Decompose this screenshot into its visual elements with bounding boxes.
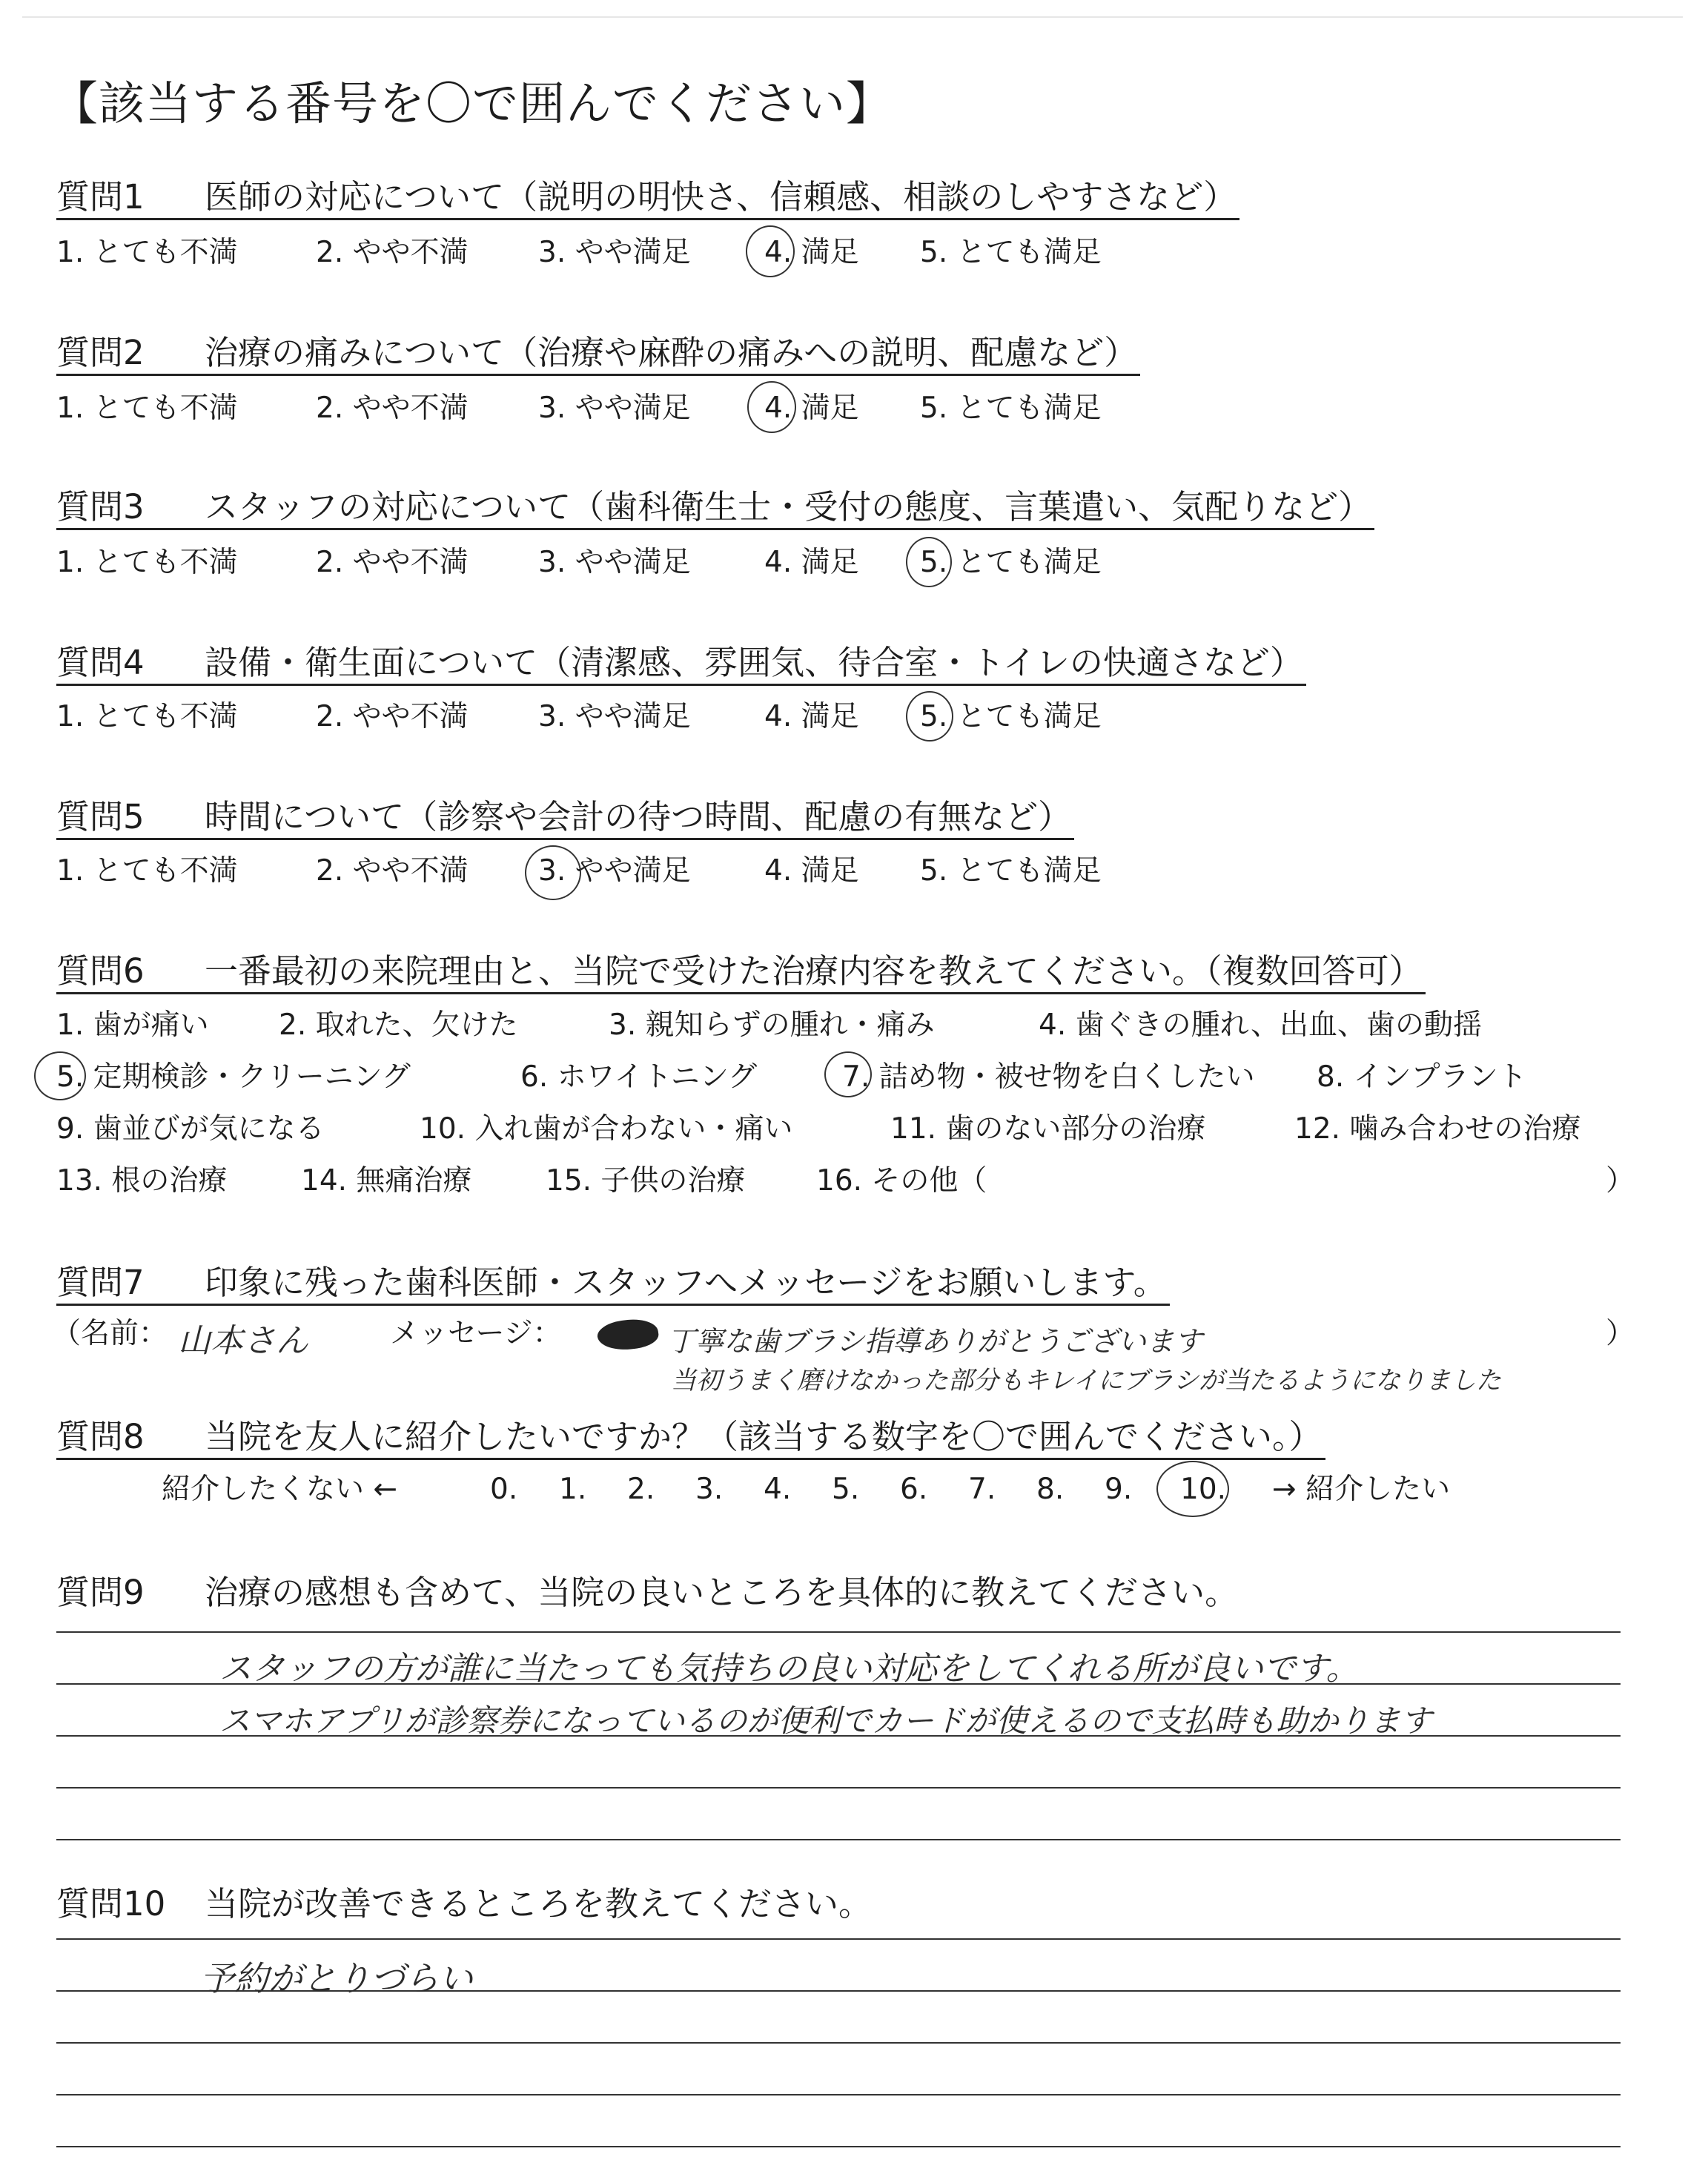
question-9 (56, 1572, 1238, 1614)
q8-scale-6[interactable]: 6. (900, 1473, 928, 1506)
question-number: 質問9 (56, 1573, 145, 1612)
q2-option-2[interactable]: 2. やや不満 (316, 392, 469, 425)
q10-answer-line-4 (56, 2094, 1621, 2095)
q8-scale-4[interactable]: 4. (764, 1473, 792, 1506)
question-4 (56, 642, 1306, 686)
q5-option-2[interactable]: 2. やや不満 (316, 854, 469, 888)
q6-option-10[interactable]: 10. 入れ歯が合わない・痛い (420, 1112, 793, 1146)
q6-option-12[interactable]: 12. 噛み合わせの治療 (1294, 1112, 1581, 1146)
survey-heading: 【該当する番号を〇で囲んでください】 (52, 76, 893, 131)
question-number: 質問1 (56, 177, 145, 217)
q4-option-1[interactable]: 1. とても不満 (56, 700, 238, 733)
question-1 (56, 176, 1239, 220)
q3-option-4[interactable]: 4. 満足 (764, 546, 859, 579)
q2-selected-circle (747, 381, 796, 433)
q2-option-3[interactable]: 3. やや満足 (538, 392, 691, 425)
question-text: 印象に残った歯科医師・スタッフへメッセージをお願いします。 (205, 1263, 1167, 1302)
q8-scale-7[interactable]: 7. (968, 1473, 996, 1506)
question-5 (56, 796, 1074, 840)
q8-right-label: → 紹介したい (1272, 1473, 1451, 1506)
q10-answer-handwritten-1: 予約がとりづらい (200, 1958, 473, 1998)
q8-scale-1[interactable]: 1. (559, 1473, 587, 1506)
q4-option-2[interactable]: 2. やや不満 (316, 700, 469, 733)
question-7 (56, 1262, 1170, 1306)
question-text: 当院が改善できるところを教えてください。 (205, 1884, 873, 1923)
q1-option-1[interactable]: 1. とても不満 (56, 236, 238, 269)
question-number: 質問4 (56, 643, 145, 682)
question-text: 設備・衛生面について（清潔感、雰囲気、待合室・トイレの快適さなど） (205, 643, 1303, 682)
question-number: 質問7 (56, 1263, 145, 1302)
q6-option-9[interactable]: 9. 歯並びが気になる (56, 1112, 325, 1146)
question-number: 質問6 (56, 951, 145, 991)
q9-answer-handwritten-1: スタッフの方が誰に当たっても気持ちの良い対応をしてくれる所が良いです。 (219, 1650, 1359, 1688)
q3-option-1[interactable]: 1. とても不満 (56, 546, 238, 579)
question-text: 治療の痛みについて（治療や麻酔の痛みへの説明、配慮など） (205, 333, 1138, 372)
q1-option-3[interactable]: 3. やや満足 (538, 236, 691, 269)
question-10 (56, 1883, 872, 1925)
question-text: スタッフの対応について（歯科衛生士・受付の態度、言葉遣い、気配りなど） (205, 487, 1372, 526)
q3-selected-circle (906, 537, 952, 587)
question-text: 医師の対応について（説明の明快さ、信頼感、相談のしやすさなど） (205, 177, 1237, 217)
q7-name-handwritten: 山本さん (178, 1322, 308, 1360)
q1-option-5[interactable]: 5. とても満足 (920, 236, 1102, 269)
q6-option-4[interactable]: 4. 歯ぐきの腫れ、出血、歯の動揺 (1039, 1008, 1482, 1042)
q10-answer-line-1 (56, 1938, 1621, 1940)
q3-option-3[interactable]: 3. やや満足 (538, 546, 691, 579)
question-number: 質問2 (56, 333, 145, 372)
question-6 (56, 951, 1426, 994)
q6-option-16[interactable]: 16. その他（ (816, 1164, 987, 1198)
q3-option-2[interactable]: 2. やや不満 (316, 546, 469, 579)
q6-option-13[interactable]: 13. 根の治療 (56, 1164, 228, 1198)
q5-option-3[interactable]: 3. やや満足 (538, 854, 691, 888)
q7-message-label: メッセージ： (390, 1317, 562, 1350)
q7-message-handwritten-2: 当初うまく磨けなかった部分もキレイにブラシが当たるようになりました (671, 1366, 1501, 1396)
q8-scale-8[interactable]: 8. (1036, 1473, 1065, 1506)
q4-option-4[interactable]: 4. 満足 (764, 700, 859, 733)
q5-selected-circle (525, 845, 581, 900)
q3-option-5[interactable]: 5. とても満足 (920, 546, 1102, 579)
q6-option-1[interactable]: 1. 歯が痛い (56, 1008, 209, 1042)
q6-option-6[interactable]: 6. ホワイトニング (520, 1060, 758, 1094)
q6-option-3[interactable]: 3. 親知らずの腫れ・痛み (609, 1008, 935, 1042)
question-text: 時間について（診察や会計の待つ時間、配慮の有無など） (205, 797, 1072, 836)
q6-option-7[interactable]: 7. 詰め物・被せ物を白くしたい (842, 1060, 1255, 1094)
q8-scale-2[interactable]: 2. (627, 1473, 655, 1506)
q6-option-14[interactable]: 14. 無痛治療 (301, 1164, 472, 1198)
question-text: 一番最初の来院理由と、当院で受けた治療内容を教えてください。（複数回答可） (205, 951, 1423, 991)
q9-answer-line-1 (56, 1631, 1621, 1633)
q8-scale-10[interactable]: 10. (1180, 1473, 1227, 1506)
q8-scale-0[interactable]: 0. (490, 1473, 518, 1506)
q5-option-1[interactable]: 1. とても不満 (56, 854, 238, 888)
question-text: 治療の感想も含めて、当院の良いところを具体的に教えてください。 (205, 1573, 1239, 1612)
q7-close: ） (1606, 1317, 1635, 1350)
q1-option-2[interactable]: 2. やや不満 (316, 236, 469, 269)
q1-selected-circle (746, 225, 795, 277)
question-number: 質問3 (56, 487, 145, 526)
q6-other-close: ） (1606, 1164, 1635, 1198)
q8-scale-5[interactable]: 5. (832, 1473, 860, 1506)
q4-selected-circle (906, 691, 953, 742)
q6-option-15[interactable]: 15. 子供の治療 (546, 1164, 746, 1198)
q10-answer-line-5 (56, 2146, 1621, 2147)
question-8 (56, 1416, 1325, 1460)
page-top-rule (22, 16, 1683, 18)
q8-scale-9[interactable]: 9. (1105, 1473, 1133, 1506)
q10-answer-line-3 (56, 2042, 1621, 2044)
question-2 (56, 332, 1140, 376)
q2-option-5[interactable]: 5. とても満足 (920, 392, 1102, 425)
q4-option-3[interactable]: 3. やや満足 (538, 700, 691, 733)
q5-option-5[interactable]: 5. とても満足 (920, 854, 1102, 888)
q2-option-4[interactable]: 4. 満足 (764, 392, 859, 425)
question-text: 当院を友人に紹介したいですか？（該当する数字を〇で囲んでください。） (205, 1417, 1323, 1456)
q6-option-11[interactable]: 11. 歯のない部分の治療 (890, 1112, 1206, 1146)
question-number: 質問5 (56, 797, 145, 836)
q8-selected-circle (1156, 1461, 1229, 1517)
q6-option-5[interactable]: 5. 定期検診・クリーニング (56, 1060, 411, 1094)
q8-scale-3[interactable]: 3. (695, 1473, 724, 1506)
question-number: 質問10 (56, 1884, 166, 1923)
q8-left-label: 紹介したくない ← (162, 1473, 398, 1506)
q6-selected-circle-5 (34, 1051, 86, 1100)
q9-answer-handwritten-2: スマホアプリが診察券になっているのが便利でカードが使えるので支払時も助かります (219, 1702, 1432, 1739)
q9-answer-line-4 (56, 1787, 1621, 1789)
q7-scribble-mark (596, 1315, 661, 1353)
q4-option-5[interactable]: 5. とても満足 (920, 700, 1102, 733)
q7-message-handwritten-1: 丁寧な歯ブラシ指導ありがとうございます (667, 1325, 1203, 1358)
q9-answer-line-5 (56, 1839, 1621, 1840)
question-3 (56, 486, 1374, 530)
question-number: 質問8 (56, 1417, 145, 1456)
q6-selected-circle-7 (824, 1051, 872, 1097)
q5-option-4[interactable]: 4. 満足 (764, 854, 859, 888)
q2-option-1[interactable]: 1. とても不満 (56, 392, 238, 425)
q7-name-label: （名前： (52, 1317, 168, 1350)
q6-option-2[interactable]: 2. 取れた、欠けた (279, 1008, 518, 1042)
q6-option-8[interactable]: 8. インプラント (1317, 1060, 1527, 1094)
q1-option-4[interactable]: 4. 満足 (764, 236, 859, 269)
